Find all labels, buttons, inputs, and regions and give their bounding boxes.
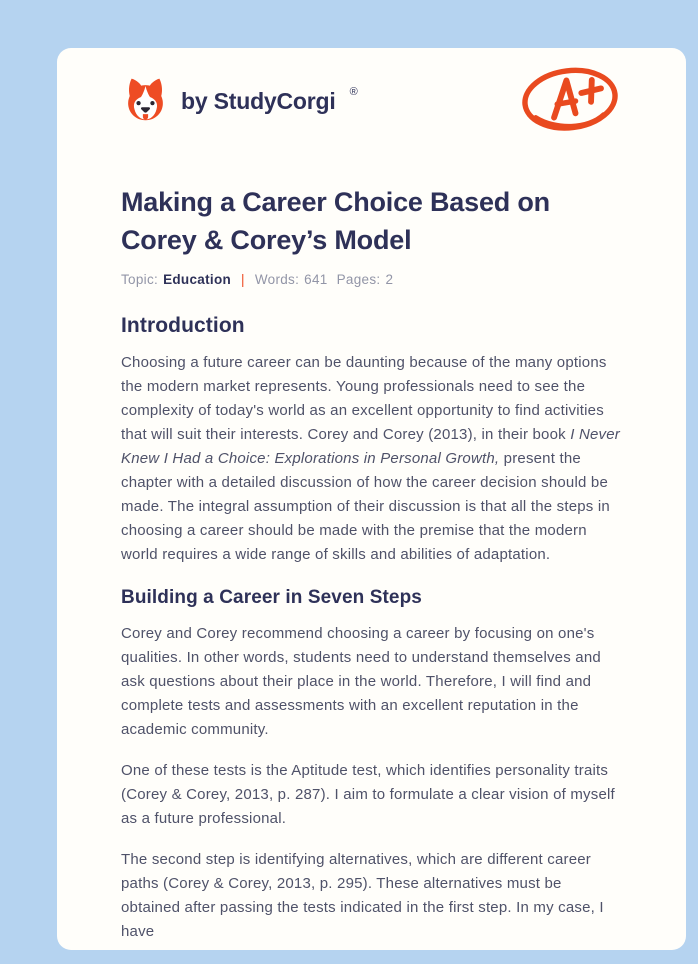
- pages-value: 2: [385, 272, 394, 287]
- a-plus-stamp-icon: [517, 63, 623, 139]
- meta-divider: |: [241, 272, 245, 287]
- brand-logo[interactable]: [121, 77, 358, 126]
- intro-paragraph-text: Choosing a future career can be daunting because of the many options the modern market represents. Young professionals need to see the complexity of today's world as an excellent opportunity to find activities that will suit their interests. Corey and Corey (2013), in their book: [121, 354, 607, 443]
- topic-label: Topic:: [121, 272, 159, 287]
- book-title-italic: I Never Knew I Had a Choice: Explorations in Personal Growth,: [121, 426, 620, 467]
- intro-paragraph: [121, 351, 623, 567]
- section-heading-seven-steps: Building a Career in Seven Steps: [121, 587, 422, 608]
- essay-title: Making a Career Choice Based on Corey & Corey’s Model: [121, 187, 550, 255]
- steps-paragraph-3: The second step is identifying alternatives, which are different career paths (Corey & Corey, 2013, p. 295). These alternatives must be obtained after passing the tests indicated in the first step. In my case, I have: [121, 851, 604, 940]
- registered-mark: ®: [349, 86, 358, 98]
- pages-label: Pages:: [336, 272, 381, 287]
- words-label: Words:: [254, 272, 300, 287]
- corgi-icon: [121, 77, 170, 126]
- section-heading-introduction: Introduction: [121, 314, 245, 337]
- topic-education-link[interactable]: Education: [163, 272, 232, 287]
- brand-name: by StudyCorgi: [181, 87, 336, 114]
- header: [121, 62, 623, 140]
- meta-row: [121, 272, 623, 287]
- intro-paragraph-text-cont: present the chapter with a detailed discussion of how the career decision should be made. The integral assumption of their discussion is that all the steps in choosing a career should be made with the premise that the modern world requires a wide range of skills and abilities of adaptation.: [121, 450, 610, 563]
- document-card: [57, 48, 686, 950]
- words-value: 641: [304, 272, 328, 287]
- steps-paragraph-1: Corey and Corey recommend choosing a career by focusing on one's qualities. In other words, students need to understand themselves and ask questions about their place in the world. Therefore, I will find and complete tests and assessments with an excellent reputation in the academic community.: [121, 625, 601, 738]
- steps-paragraph-2: One of these tests is the Aptitude test, which identifies personality traits (Corey & Corey, 2013, p. 287). I aim to formulate a clear vision of myself as a future professional.: [121, 762, 615, 827]
